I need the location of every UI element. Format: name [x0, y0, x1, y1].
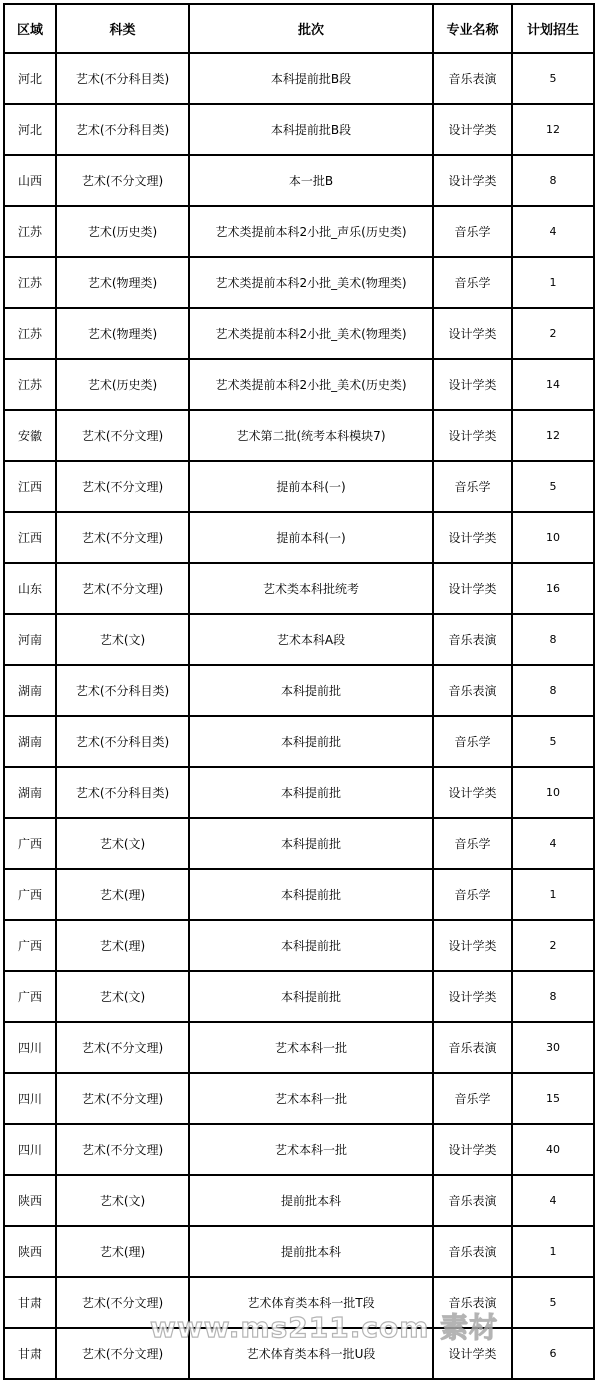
- cell-subject-category: 艺术(不分科目类): [56, 53, 189, 104]
- cell-subject-category: 艺术(不分文理): [56, 155, 189, 206]
- cell-region: 河北: [4, 104, 56, 155]
- cell-batch: 艺术本科一批: [189, 1124, 433, 1175]
- table-header-row: [4, 4, 594, 53]
- table-body: [4, 53, 594, 1379]
- cell-batch: 提前批本科: [189, 1175, 433, 1226]
- cell-major-name: 设计学类: [433, 308, 512, 359]
- cell-major-name: 音乐表演: [433, 1226, 512, 1277]
- table-row: [4, 461, 594, 512]
- cell-batch: 本科提前批: [189, 971, 433, 1022]
- cell-planned-enrollment: 5: [512, 1277, 594, 1328]
- cell-region: 广西: [4, 869, 56, 920]
- header-planned-enrollment: 计划招生: [512, 4, 594, 53]
- cell-major-name: 设计学类: [433, 359, 512, 410]
- cell-batch: 艺术第二批(统考本科模块7): [189, 410, 433, 461]
- cell-region: 陕西: [4, 1175, 56, 1226]
- table-row: [4, 1022, 594, 1073]
- cell-major-name: 音乐表演: [433, 1022, 512, 1073]
- cell-planned-enrollment: 40: [512, 1124, 594, 1175]
- cell-subject-category: 艺术(物理类): [56, 308, 189, 359]
- cell-region: 河北: [4, 53, 56, 104]
- cell-planned-enrollment: 8: [512, 614, 594, 665]
- cell-region: 四川: [4, 1124, 56, 1175]
- table-row: [4, 359, 594, 410]
- table-row: [4, 512, 594, 563]
- cell-subject-category: 艺术(不分文理): [56, 410, 189, 461]
- cell-major-name: 设计学类: [433, 512, 512, 563]
- cell-region: 山东: [4, 563, 56, 614]
- table-row: [4, 410, 594, 461]
- cell-batch: 艺术本科A段: [189, 614, 433, 665]
- cell-major-name: 设计学类: [433, 920, 512, 971]
- table-row: [4, 818, 594, 869]
- cell-planned-enrollment: 30: [512, 1022, 594, 1073]
- cell-region: 陕西: [4, 1226, 56, 1277]
- cell-subject-category: 艺术(不分科目类): [56, 716, 189, 767]
- table-row: [4, 104, 594, 155]
- cell-major-name: 设计学类: [433, 104, 512, 155]
- cell-subject-category: 艺术(不分文理): [56, 1073, 189, 1124]
- cell-batch: 艺术本科一批: [189, 1073, 433, 1124]
- cell-batch: 本科提前批: [189, 869, 433, 920]
- cell-major-name: 音乐表演: [433, 614, 512, 665]
- cell-region: 江西: [4, 461, 56, 512]
- cell-major-name: 音乐学: [433, 257, 512, 308]
- cell-subject-category: 艺术(理): [56, 869, 189, 920]
- cell-planned-enrollment: 5: [512, 716, 594, 767]
- cell-major-name: 音乐表演: [433, 1277, 512, 1328]
- cell-region: 湖南: [4, 716, 56, 767]
- table-row: [4, 1226, 594, 1277]
- cell-subject-category: 艺术(物理类): [56, 257, 189, 308]
- cell-region: 江苏: [4, 206, 56, 257]
- cell-region: 四川: [4, 1022, 56, 1073]
- cell-subject-category: 艺术(不分科目类): [56, 665, 189, 716]
- cell-planned-enrollment: 6: [512, 1328, 594, 1379]
- cell-region: 河南: [4, 614, 56, 665]
- cell-batch: 本科提前批: [189, 920, 433, 971]
- cell-batch: 本一批B: [189, 155, 433, 206]
- cell-major-name: 音乐表演: [433, 53, 512, 104]
- cell-planned-enrollment: 1: [512, 869, 594, 920]
- table-row: [4, 1175, 594, 1226]
- cell-major-name: 设计学类: [433, 155, 512, 206]
- cell-region: 广西: [4, 818, 56, 869]
- table-row: [4, 1124, 594, 1175]
- header-batch: 批次: [189, 4, 433, 53]
- cell-major-name: 音乐学: [433, 869, 512, 920]
- cell-subject-category: 艺术(不分文理): [56, 1124, 189, 1175]
- table-row: [4, 971, 594, 1022]
- cell-planned-enrollment: 8: [512, 155, 594, 206]
- table-row: [4, 665, 594, 716]
- cell-major-name: 设计学类: [433, 410, 512, 461]
- cell-batch: 艺术体育类本科一批T段: [189, 1277, 433, 1328]
- cell-batch: 艺术类提前本科2小批_美术(历史类): [189, 359, 433, 410]
- cell-batch: 本科提前批B段: [189, 53, 433, 104]
- cell-subject-category: 艺术(理): [56, 920, 189, 971]
- cell-subject-category: 艺术(不分文理): [56, 1277, 189, 1328]
- cell-subject-category: 艺术(文): [56, 818, 189, 869]
- header-subject-category: 科类: [56, 4, 189, 53]
- table-row: [4, 1073, 594, 1124]
- cell-region: 江苏: [4, 308, 56, 359]
- cell-planned-enrollment: 5: [512, 53, 594, 104]
- cell-planned-enrollment: 12: [512, 104, 594, 155]
- cell-region: 江苏: [4, 359, 56, 410]
- cell-major-name: 音乐表演: [433, 1175, 512, 1226]
- table-row: [4, 206, 594, 257]
- cell-batch: 艺术类提前本科2小批_声乐(历史类): [189, 206, 433, 257]
- cell-batch: 本科提前批B段: [189, 104, 433, 155]
- cell-major-name: 设计学类: [433, 563, 512, 614]
- cell-batch: 本科提前批: [189, 665, 433, 716]
- cell-subject-category: 艺术(文): [56, 614, 189, 665]
- cell-region: 湖南: [4, 665, 56, 716]
- cell-subject-category: 艺术(不分文理): [56, 563, 189, 614]
- cell-planned-enrollment: 2: [512, 920, 594, 971]
- cell-subject-category: 艺术(理): [56, 1226, 189, 1277]
- cell-batch: 艺术体育类本科一批U段: [189, 1328, 433, 1379]
- cell-major-name: 音乐学: [433, 716, 512, 767]
- cell-subject-category: 艺术(不分文理): [56, 512, 189, 563]
- table-row: [4, 53, 594, 104]
- cell-planned-enrollment: 4: [512, 206, 594, 257]
- cell-subject-category: 艺术(不分文理): [56, 1022, 189, 1073]
- cell-planned-enrollment: 10: [512, 512, 594, 563]
- cell-batch: 本科提前批: [189, 716, 433, 767]
- cell-region: 江西: [4, 512, 56, 563]
- cell-planned-enrollment: 10: [512, 767, 594, 818]
- cell-subject-category: 艺术(不分文理): [56, 461, 189, 512]
- cell-planned-enrollment: 8: [512, 971, 594, 1022]
- table-row: [4, 716, 594, 767]
- cell-region: 山西: [4, 155, 56, 206]
- cell-major-name: 音乐表演: [433, 665, 512, 716]
- cell-planned-enrollment: 4: [512, 1175, 594, 1226]
- cell-planned-enrollment: 15: [512, 1073, 594, 1124]
- cell-major-name: 音乐学: [433, 818, 512, 869]
- cell-major-name: 音乐学: [433, 206, 512, 257]
- table-row: [4, 308, 594, 359]
- table-row: [4, 257, 594, 308]
- cell-region: 广西: [4, 971, 56, 1022]
- table-row: [4, 920, 594, 971]
- cell-subject-category: 艺术(文): [56, 971, 189, 1022]
- table-row: [4, 155, 594, 206]
- cell-subject-category: 艺术(历史类): [56, 206, 189, 257]
- table-row: [4, 1328, 594, 1379]
- cell-planned-enrollment: 16: [512, 563, 594, 614]
- cell-batch: 本科提前批: [189, 818, 433, 869]
- cell-planned-enrollment: 14: [512, 359, 594, 410]
- cell-planned-enrollment: 5: [512, 461, 594, 512]
- cell-batch: 提前本科(一): [189, 512, 433, 563]
- cell-planned-enrollment: 12: [512, 410, 594, 461]
- table-row: [4, 563, 594, 614]
- cell-region: 安徽: [4, 410, 56, 461]
- cell-major-name: 音乐学: [433, 1073, 512, 1124]
- cell-subject-category: 艺术(不分科目类): [56, 767, 189, 818]
- cell-subject-category: 艺术(不分文理): [56, 1328, 189, 1379]
- table-row: [4, 1277, 594, 1328]
- header-region: 区域: [4, 4, 56, 53]
- admission-plan-table: [3, 3, 595, 1380]
- watermark: www.ms211.com 素材: [150, 1311, 499, 1344]
- cell-subject-category: 艺术(历史类): [56, 359, 189, 410]
- cell-region: 广西: [4, 920, 56, 971]
- cell-subject-category: 艺术(不分科目类): [56, 104, 189, 155]
- cell-region: 甘肃: [4, 1328, 56, 1379]
- cell-region: 湖南: [4, 767, 56, 818]
- cell-batch: 艺术类提前本科2小批_美术(物理类): [189, 257, 433, 308]
- cell-planned-enrollment: 1: [512, 1226, 594, 1277]
- cell-planned-enrollment: 4: [512, 818, 594, 869]
- cell-region: 四川: [4, 1073, 56, 1124]
- cell-batch: 艺术类本科批统考: [189, 563, 433, 614]
- cell-region: 甘肃: [4, 1277, 56, 1328]
- table-row: [4, 869, 594, 920]
- cell-planned-enrollment: 1: [512, 257, 594, 308]
- cell-major-name: 设计学类: [433, 1328, 512, 1379]
- cell-batch: 本科提前批: [189, 767, 433, 818]
- cell-major-name: 音乐学: [433, 461, 512, 512]
- cell-batch: 提前本科(一): [189, 461, 433, 512]
- table-row: [4, 767, 594, 818]
- cell-batch: 提前批本科: [189, 1226, 433, 1277]
- cell-batch: 艺术本科一批: [189, 1022, 433, 1073]
- cell-major-name: 设计学类: [433, 1124, 512, 1175]
- cell-major-name: 设计学类: [433, 767, 512, 818]
- cell-planned-enrollment: 8: [512, 665, 594, 716]
- cell-subject-category: 艺术(文): [56, 1175, 189, 1226]
- cell-batch: 艺术类提前本科2小批_美术(物理类): [189, 308, 433, 359]
- cell-major-name: 设计学类: [433, 971, 512, 1022]
- header-major-name: 专业名称: [433, 4, 512, 53]
- table-row: [4, 614, 594, 665]
- cell-region: 江苏: [4, 257, 56, 308]
- cell-planned-enrollment: 2: [512, 308, 594, 359]
